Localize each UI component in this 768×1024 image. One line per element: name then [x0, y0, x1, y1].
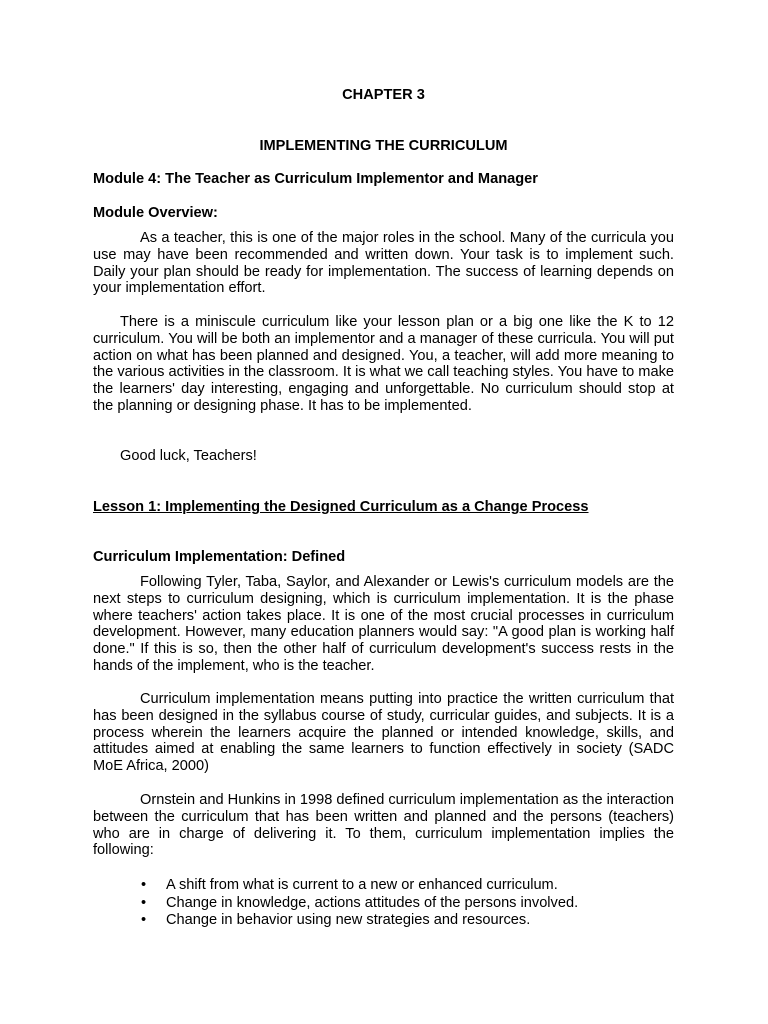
overview-heading: Module Overview:	[93, 205, 218, 221]
list-item-text: A shift from what is current to a new or enhanced curriculum.	[166, 877, 558, 893]
defined-paragraph-2: Curriculum implementation means putting into practice the written curriculum that has been designed in the syllabus course of study, curricular guides, and subjects. It is a process wherein the learners acquire the planned or intended knowledge, skills, and attitudes aimed at enabling the same learners to function effectively in society (SADC MoE Africa, 2000)	[93, 691, 674, 775]
bullet-icon: •	[141, 894, 147, 911]
overview-paragraph-2: There is a miniscule curriculum like your lesson plan or a big one like the K to 12 curriculum. You will be both an implementor and a manager of these curricula. You will put action on what has been planned and designed. You, a teacher, will add more meaning to the various activities in the classroom. It is what we call teaching styles. You have to make the learners' day interesting, engaging and unforgettable. No curriculum should stop at the planning or designing phase. It has to be implemented.	[93, 314, 674, 414]
defined-heading: Curriculum Implementation: Defined	[93, 549, 346, 565]
chapter-label: CHAPTER 3	[342, 87, 425, 103]
overview-paragraph-1: As a teacher, this is one of the major roles in the school. Many of the curricula you use may have been recommended and written down. Your task is to implement such. Daily your plan should be ready for implementation. The success of learning depends on your implementation effort.	[93, 230, 674, 297]
defined-paragraph-1: Following Tyler, Taba, Saylor, and Alexander or Lewis's curriculum models are the next steps to curriculum designing, which is curriculum implementation. It is the phase where teachers' action takes place. It is one of the most crucial processes in curriculum development. However, many education planners would say: "A good plan is working half done." If this is so, then the other half of curriculum development's success rests in the hands of the implement, who is the teacher.	[93, 574, 674, 674]
module-title: Module 4: The Teacher as Curriculum Implementor and Manager	[93, 171, 538, 187]
list-item-text: Change in behavior using new strategies and resources.	[166, 912, 531, 928]
defined-paragraph-3: Ornstein and Hunkins in 1998 defined curriculum implementation as the interaction between the curriculum that has been written and planned and the persons (teachers) who are in charge of delivering it. To them, curriculum implementation implies the following:	[93, 792, 674, 859]
document-page	[93, 0, 674, 1024]
lesson-title: Lesson 1: Implementing the Designed Curriculum as a Change Process	[93, 499, 589, 515]
list-item	[93, 912, 674, 930]
chapter-title: IMPLEMENTING THE CURRICULUM	[259, 138, 508, 154]
good-luck-text: Good luck, Teachers!	[120, 448, 257, 464]
list-item	[93, 877, 674, 895]
bullet-icon: •	[141, 877, 147, 893]
list-item	[93, 895, 674, 913]
implications-list	[93, 877, 674, 930]
bullet-icon: •	[141, 912, 147, 928]
list-item-text: Change in knowledge, actions attitudes of the persons involved.	[166, 894, 579, 911]
